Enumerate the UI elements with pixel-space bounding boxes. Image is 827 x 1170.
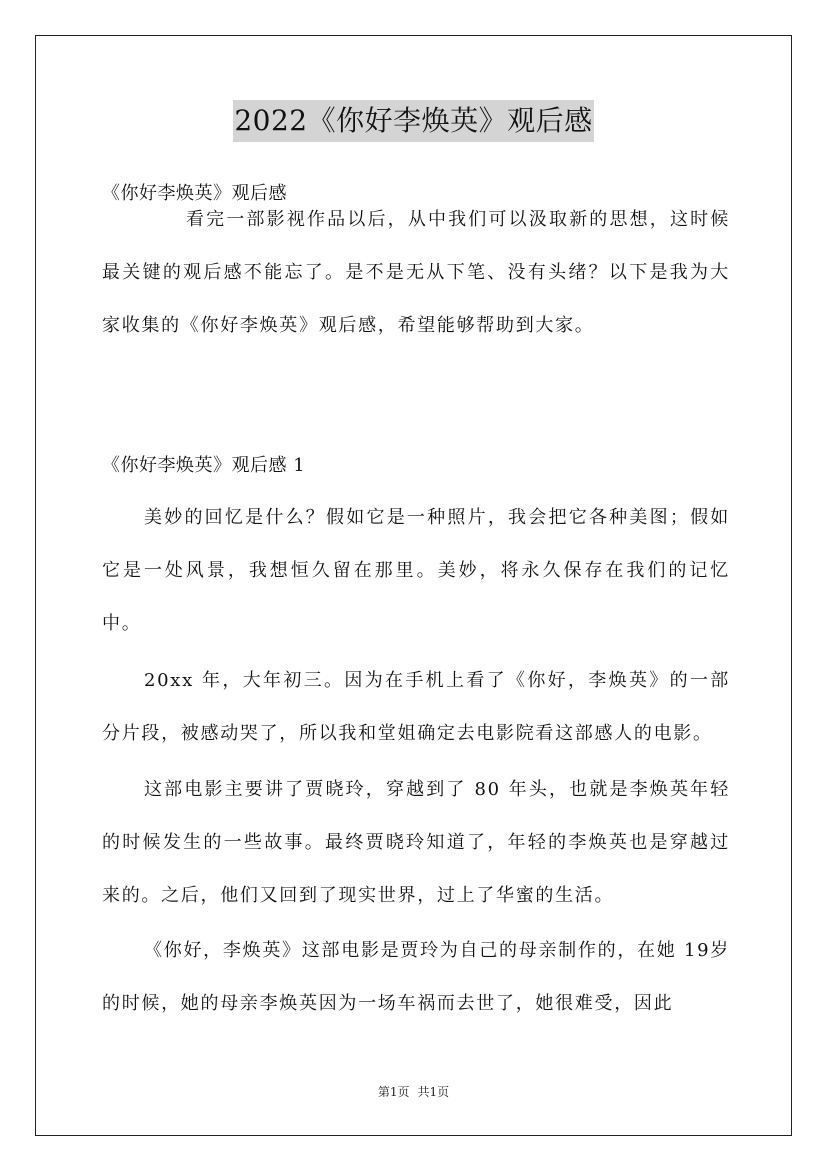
section-heading: 《你好李焕英》观后感 1 bbox=[102, 455, 306, 476]
intro-paragraph: 看完一部影视作品以后，从中我们可以汲取新的思想，这时候最关键的观后感不能忘了。是不是无从下笔、没有头绪？以下是我为大家收集的《你好李焕英》观后感，希望能够帮助到大家。 bbox=[102, 209, 730, 336]
document-subtitle: 《你好李焕英》观后感 bbox=[102, 183, 287, 204]
page-total: 共1页 bbox=[417, 1085, 450, 1099]
body-paragraph-2: 20xx 年，大年初三。因为在手机上看了《你好，李焕英》的一部分片段，被感动哭了，所以我和堂姐确定去电影院看这部感人的电影。 bbox=[102, 670, 730, 744]
title-container bbox=[0, 100, 827, 142]
page-number: 第1页 bbox=[377, 1085, 410, 1099]
body-paragraph-4: 《你好，李焕英》这部电影是贾玲为自己的母亲制作的，在她 19岁的时候，她的母亲李焕英因为一场车祸而去世了，她很难受，因此 bbox=[102, 940, 730, 1014]
document-title: 2022《你好李焕英》观后感 bbox=[233, 100, 593, 142]
body-paragraph-1: 美妙的回忆是什么？假如它是一种照片，我会把它各种美图；假如它是一处风景，我想恒久留在那里。美妙，将永久保存在我们的记忆中。 bbox=[102, 507, 730, 634]
page-footer bbox=[0, 1083, 827, 1100]
body-paragraph-3: 这部电影主要讲了贾晓玲，穿越到了 80 年头，也就是李焕英年轻的时候发生的一些故事。最终贾晓玲知道了，年轻的李焕英也是穿越过来的。之后，他们又回到了现实世界，过上了华蜜的生活。 bbox=[102, 779, 730, 906]
